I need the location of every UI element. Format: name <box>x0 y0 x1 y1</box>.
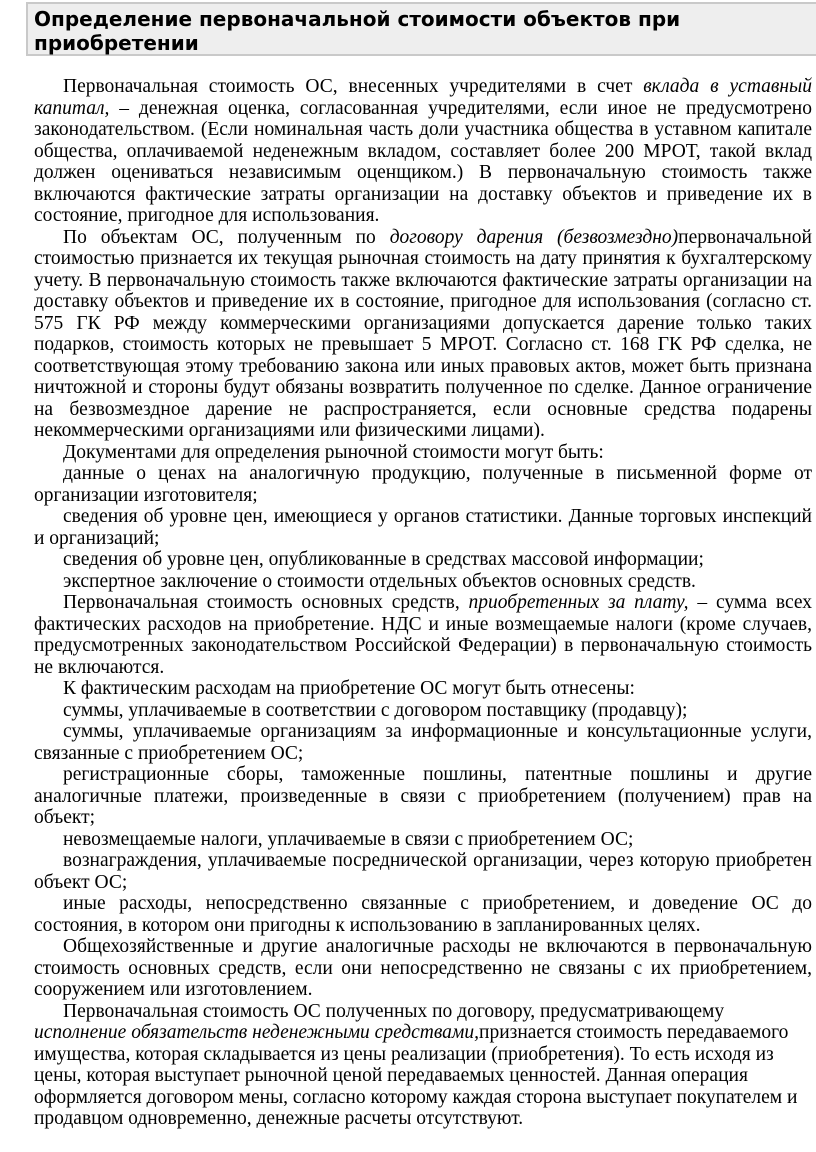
paragraph-text: Общехозяйственные и другие аналогичные расходы не включаются в первоначальную стоимость основных средств, если они непосредственно не связаны с их приобретением, сооружением или изготовлением. <box>34 936 812 1000</box>
list-item <box>34 549 812 571</box>
list-item <box>34 463 812 506</box>
list-item <box>34 764 812 829</box>
paragraph-text: первоначальной стоимостью признается их текущая рыночная стоимость на дату принятия к бухгалтерскому учету. В первоначальную стоимость также включаются фактические затраты организации на доставку объектов и приведение их в состояние, пригодное для использования (согласно ст. 575 ГК РФ между коммерческими организациями допускается дарение только таких подарков, стоимость которых не превышает 5 МРОТ. Согласно ст. 168 ГК РФ сделка, не соответствующая этому требованию закона или иных правовых актов, может быть признана ничтожной и стороны будут обязаны возвратить полученное по сделке. Данное ограничение на безвозмездное дарение не распространяется, если основные средства подарены некоммерческими организациями или физическими лицами). <box>34 226 812 441</box>
paragraph-text: признается стоимость передаваемого имущества, которая складывается из цены реализации (приобретения). То есть исходя из цены, которая выступает рыночной ценой передаваемых ценностей. Данная операция оформляется договором мены, согласно которому каждая сторона выступает покупателем и продавцом одновременно, денежные расчеты отсутствуют. <box>34 1022 798 1129</box>
list-item <box>34 850 812 893</box>
paragraph-text: Документами для определения рыночной стоимости могут быть: <box>63 441 604 463</box>
list-item-text: экспертное заключение о стоимости отдельных объектов основных средств. <box>63 570 696 592</box>
paragraph <box>34 76 812 227</box>
paragraph <box>34 1001 812 1130</box>
list-item-text: иные расходы, непосредственно связанные с приобретением, и доведение ОС до состояния, в котором они пригодны к использованию в запланированных целях. <box>34 893 812 936</box>
paragraph <box>34 678 812 700</box>
list-item <box>34 571 812 593</box>
paragraph-text: По объектам ОС, полученным по <box>63 226 390 248</box>
paragraph-emphasis: договору дарения (безвозмездно) <box>389 226 679 248</box>
document-body <box>34 76 812 1130</box>
list-item <box>34 829 812 851</box>
paragraph-emphasis: приобретенных за плату, <box>468 592 689 613</box>
paragraph <box>34 936 812 1001</box>
list-item-text: регистрационные сборы, таможенные пошлины, патентные пошлины и другие аналогичные платежи, произведенные в связи с приобретением (получением) прав на объект; <box>34 764 812 828</box>
paragraph-text: Первоначальная стоимость ОС полученных по договору, предусматривающему <box>63 1000 725 1022</box>
list-item-text: сведения об уровне цен, имеющиеся у органов статистики. Данные торговых инспекций и организаций; <box>34 506 812 549</box>
list-item-text: суммы, уплачиваемые в соответствии с договором поставщику (продавцу); <box>63 699 688 721</box>
paragraph-text: Первоначальная стоимость ОС, внесенных учредителями в счет <box>63 76 644 97</box>
list-item <box>34 506 812 549</box>
list-item <box>34 893 812 936</box>
title-box <box>26 2 816 56</box>
paragraph-text: К фактическим расходам на приобретение ОС могут быть отнесены: <box>63 678 635 699</box>
paragraph-text: Первоначальная стоимость основных средств, <box>63 592 469 613</box>
list-item-text: вознаграждения, уплачиваемые посреднической организации, через которую приобретен объект ОС; <box>34 850 812 893</box>
paragraph-emphasis: исполнение обязательств неденежными средствами, <box>34 1022 480 1043</box>
list-item-text: невозмещаемые налоги, уплачиваемые в связи с приобретением ОС; <box>63 828 634 850</box>
paragraph-emphasis: вклада в уставный капитал, <box>34 76 812 119</box>
list-item-text: суммы, уплачиваемые организациям за информационные и консультационные услуги, связанные с приобретением ОС; <box>34 721 812 764</box>
list-item-text: сведения об уровне цен, опубликованные в средствах массовой информации; <box>63 549 704 570</box>
page-title: Определение первоначальной стоимости объектов при приобретении <box>34 7 681 55</box>
paragraph <box>34 442 812 464</box>
list-item <box>34 700 812 722</box>
list-item-text: данные о ценах на аналогичную продукцию, полученные в письменной форме от организации изготовителя; <box>34 463 812 506</box>
paragraph-text: – денежная оценка, согласованная учредителями, если иное не предусмотрено законодательством. (Если номинальная часть доли участника общества в уставном капитале общества, оплачиваемой неденежным вкладом, составляет более 200 МРОТ, такой вклад должен оцениваться независимым оценщиком.) В первоначальную стоимость также включаются фактические затраты организации на доставку объектов и приведение их в состояние, пригодное для использования. <box>34 97 812 226</box>
paragraph <box>34 227 812 442</box>
list-item <box>34 721 812 764</box>
paragraph <box>34 592 812 678</box>
paragraph-text: – сумма всех фактических расходов на приобретение. НДС и иные возмещаемые налоги (кроме случаев, предусмотренных законодательством Российской Федерации) в первоначальную стоимость не включаются. <box>34 592 812 678</box>
